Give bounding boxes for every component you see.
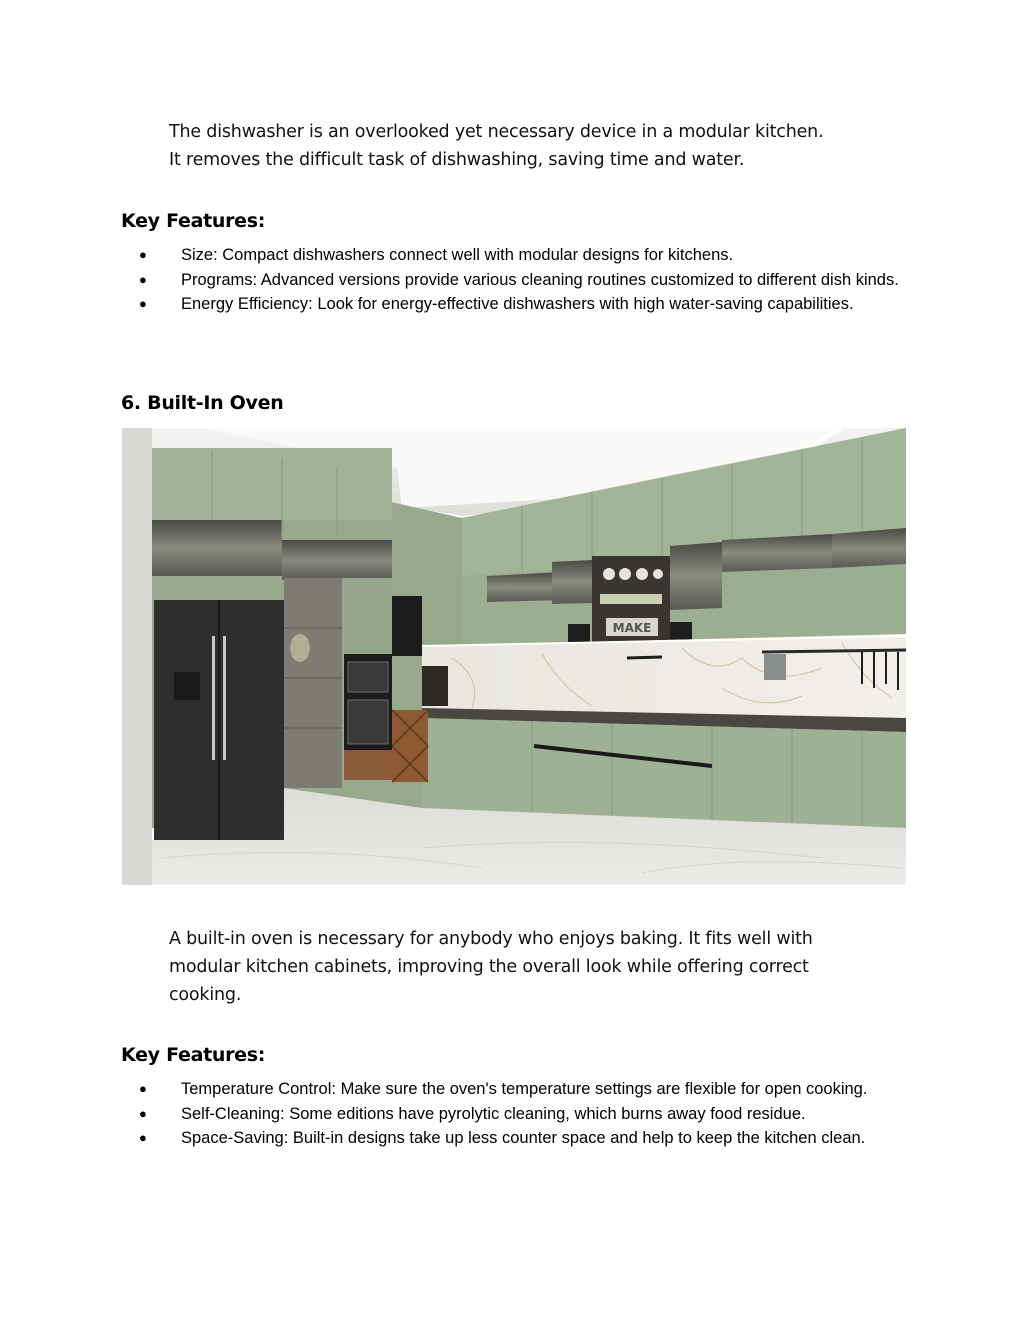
oven-description-paragraph [169,925,869,1009]
shelf-sign-text: MAKE [612,621,652,635]
fridge-handle [212,636,215,760]
upper-cabinets-left [152,448,392,520]
bullet-icon: ● [139,1130,147,1145]
list-item [121,268,901,293]
wine-rack [392,710,428,782]
list-item [121,292,901,317]
built-in-oven-heading: 6. Built-In Oven [121,392,284,414]
list-item-text: Temperature Control: Make sure the oven's temperature settings are flexible for open cooking. [181,1080,868,1098]
tall-pantry-unit [284,578,342,788]
fridge-handle [223,636,226,760]
oven-upper-door [348,662,388,692]
dishwasher-intro-paragraph [169,118,869,174]
dishwasher-features-heading: Key Features: [121,210,266,232]
coffee-machine [422,666,448,706]
description-line: modular kitchen cabinets, improving the overall look while offering correct [169,957,809,977]
oven-features-heading: Key Features: [121,1044,266,1066]
glass-cabinet [282,540,392,580]
glass-cabinet [670,542,722,610]
utensil-rail [762,650,906,652]
oven-lower-door [348,700,388,744]
list-item-text: Self-Cleaning: Some editions have pyrolytic cleaning, which burns away food residue. [181,1104,806,1123]
list-item-text: Programs: Advanced versions provide various cleaning routines customized to different dish kinds. [181,270,899,289]
glass-cabinet [552,560,592,604]
dishwasher-features-list [121,243,901,317]
description-line: A built-in oven is necessary for anybody who enjoys baking. It fits well with [169,929,813,949]
glass-cabinet [722,534,832,572]
bullet-icon: ● [139,271,147,287]
bullet-icon: ● [139,296,147,311]
wicker-basket [344,750,392,780]
fridge-dispenser [174,672,200,700]
list-item [121,1126,901,1151]
glass-cabinet [152,520,282,576]
oven-features-list [121,1077,901,1151]
description-line: cooking. [169,985,242,1005]
intro-line: The dishwasher is an overlooked yet necessary device in a modular kitchen. [169,122,824,142]
list-item [121,243,901,268]
list-item-text: Energy Efficiency: Look for energy-effective dishwashers with high water-saving capabilities. [181,295,854,313]
intro-line: It removes the difficult task of dishwashing, saving time and water. [169,150,745,170]
bullet-icon: ● [139,247,147,262]
list-item-text: Space-Saving: Built-in designs take up less counter space and help to keep the kitchen clean. [181,1129,866,1147]
list-item-text: Size: Compact dishwashers connect well with modular designs for kitchens. [181,246,734,264]
bullet-icon: ● [139,1105,147,1121]
kitchen-photo [122,428,906,885]
glass-cabinet [487,572,562,602]
bullet-icon: ● [139,1081,147,1096]
hanging-towel [764,654,786,680]
list-item [121,1077,901,1102]
list-item [121,1102,901,1127]
glass-cabinet [832,528,906,568]
